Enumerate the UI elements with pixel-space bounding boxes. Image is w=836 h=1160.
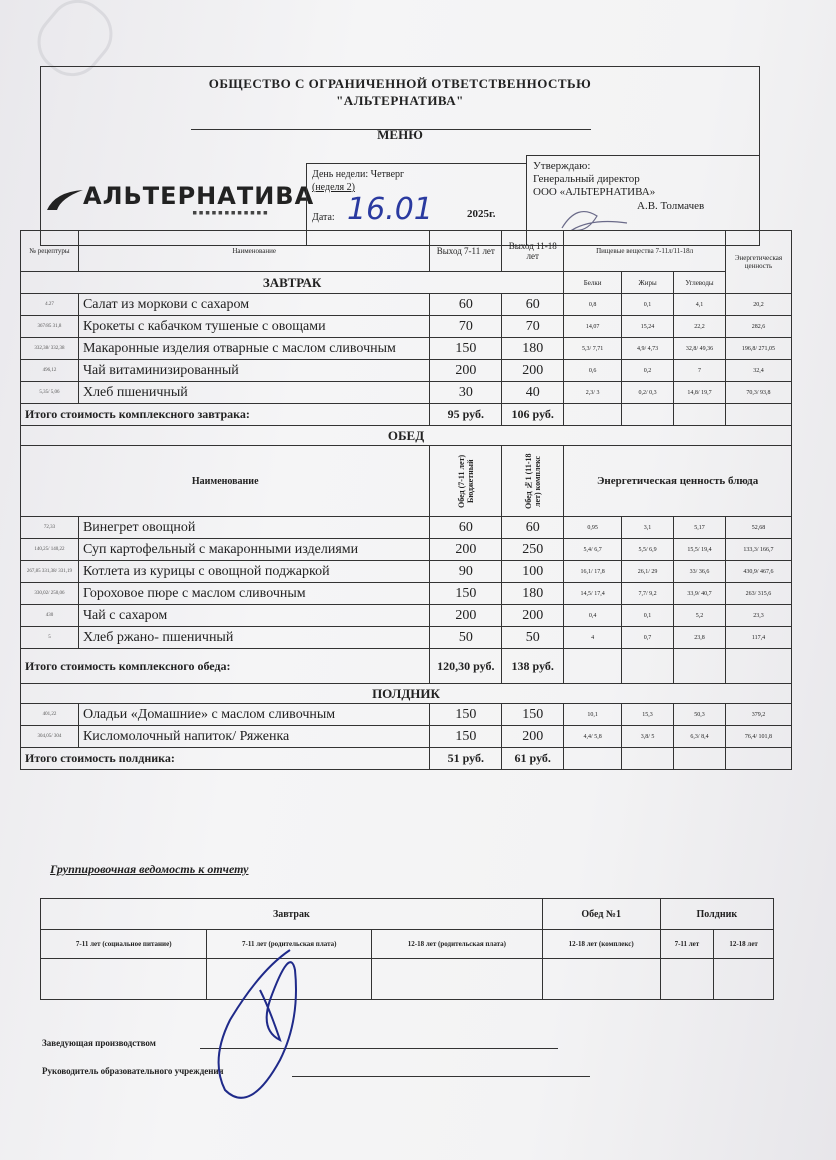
portion-a: 150 (430, 726, 502, 748)
breakfast-row (21, 338, 792, 360)
grp-col-6: 12-18 лет (714, 930, 774, 959)
lunch-row (21, 583, 792, 605)
dish-name: Чай с сахаром (78, 605, 429, 627)
fat-value: 5,5/ 6,9 (622, 539, 674, 561)
dish-code: 304,05/ 304 (21, 726, 79, 748)
carb-value: 50,3 (674, 704, 726, 726)
portion-b: 180 (502, 583, 564, 605)
lunch-col-a: Обед (7-11 лет) Бюджетный (456, 454, 475, 508)
snack-total-a: 51 руб. (430, 748, 502, 770)
snack-row (21, 704, 792, 726)
breakfast-row (21, 360, 792, 382)
dish-code: 72,33 (21, 517, 79, 539)
lunch-col-b: Обед №1 (11-18 лет) комплекс (523, 453, 542, 509)
carb-value: 5,17 (674, 517, 726, 539)
portion-a: 150 (430, 338, 502, 360)
grp-col-3: 12-18 лет (родительская плата) (372, 930, 543, 959)
portion-b: 50 (502, 627, 564, 649)
grp-empty-row (41, 959, 774, 1000)
company-logo (47, 182, 315, 222)
group-report-title: Группировочная ведомость к отчету (50, 862, 249, 876)
protein-value: 5,4/ 6,7 (564, 539, 622, 561)
carb-value: 4,1 (674, 294, 726, 316)
protein-value: 0,6 (564, 360, 622, 382)
lunch-total-a: 120,30 руб. (430, 649, 502, 684)
protein-value: 4,4/ 5,8 (564, 726, 622, 748)
col-protein-header: Белки (564, 272, 622, 294)
col-out1-header: Выход 7-11 лет (430, 231, 502, 272)
portion-a: 50 (430, 627, 502, 649)
portion-a: 200 (430, 360, 502, 382)
protein-value: 0,95 (564, 517, 622, 539)
breakfast-total-b: 106 руб. (502, 404, 564, 426)
dish-name: Хлеб ржано- пшеничный (78, 627, 429, 649)
breakfast-title-row (21, 272, 792, 294)
energy-value: 20,2 (725, 294, 791, 316)
grp-col-1: 7-11 лет (социальное питание) (41, 930, 207, 959)
lunch-col-name: Наименование (21, 446, 430, 517)
portion-b: 40 (502, 382, 564, 404)
section-title-lunch: ОБЕД (21, 426, 792, 446)
breakfast-total-row (21, 404, 792, 426)
col-name-header: Наименование (78, 231, 429, 272)
protein-value: 10,1 (564, 704, 622, 726)
head-school-label: Руководитель образовательного учреждения (42, 1066, 224, 1076)
col-carb-header: Углеводы (674, 272, 726, 294)
head-production-label: Заведующая производством (42, 1038, 156, 1048)
carb-value: 23,8 (674, 627, 726, 649)
portion-b: 60 (502, 294, 564, 316)
fat-value: 0,2 (622, 360, 674, 382)
lunch-row (21, 605, 792, 627)
logo-pattern: ▪▪▪▪▪▪▪▪▪▪▪▪ (192, 208, 270, 218)
dish-name: Крокеты с кабачком тушеные с овощами (78, 316, 429, 338)
org-line-1: ОБЩЕСТВО С ОГРАНИЧЕННОЙ ОТВЕТСТВЕННОСТЬЮ (208, 76, 592, 91)
energy-value: 263/ 315,6 (725, 583, 791, 605)
carb-value: 6,3/ 8,4 (674, 726, 726, 748)
grp-breakfast-header: Завтрак (41, 899, 543, 930)
lunch-col-a-cell (430, 446, 502, 517)
carb-value: 33/ 36,6 (674, 561, 726, 583)
breakfast-total-a: 95 руб. (430, 404, 502, 426)
dish-name: Суп картофельный с макаронными изделиями (78, 539, 429, 561)
dish-name: Гороховое пюре с маслом сливочным (78, 583, 429, 605)
lunch-row (21, 561, 792, 583)
energy-value: 52,68 (725, 517, 791, 539)
carb-value: 32,8/ 49,36 (674, 338, 726, 360)
dish-name: Салат из моркови с сахаром (78, 294, 429, 316)
fat-value: 0,1 (622, 294, 674, 316)
col-nutri-header: Пищевые вещества 7-11л/11-18л (564, 231, 726, 272)
dish-code: 401,22 (21, 704, 79, 726)
lunch-row (21, 539, 792, 561)
lunch-title-row (21, 426, 792, 446)
protein-value: 5,3/ 7,71 (564, 338, 622, 360)
grp-col-4: 12-18 лет (комплекс) (542, 930, 660, 959)
dish-code: 5 (21, 627, 79, 649)
fat-value: 4,9/ 4,73 (622, 338, 674, 360)
dish-name: Оладьи «Домашние» с маслом сливочным (78, 704, 429, 726)
portion-b: 250 (502, 539, 564, 561)
date-label: Дата: (312, 212, 335, 223)
energy-value: 379,2 (725, 704, 791, 726)
dish-name: Винегрет овощной (78, 517, 429, 539)
section-title-breakfast: ЗАВТРАК (21, 272, 564, 294)
protein-value: 14,5/ 17,4 (564, 583, 622, 605)
dish-name: Котлета из курицы с овощной поджаркой (78, 561, 429, 583)
dish-name: Кисломолочный напиток/ Ряженка (78, 726, 429, 748)
fat-value: 15,3 (622, 704, 674, 726)
carb-value: 14,8/ 19,7 (674, 382, 726, 404)
breakfast-row (21, 316, 792, 338)
lunch-col-energy: Энергетическая ценность блюда (564, 446, 792, 517)
date-handwritten: 16.01 (347, 192, 433, 227)
org-line-2: "АЛЬТЕРНАТИВА" (336, 93, 464, 108)
dish-code: 4.27 (21, 294, 79, 316)
header-block (40, 66, 760, 246)
carb-value: 33,9/ 40,7 (674, 583, 726, 605)
dish-code: 430 (21, 605, 79, 627)
grp-lunch-header: Обед №1 (542, 899, 660, 930)
energy-value: 76,4/ 101,8 (725, 726, 791, 748)
table-header-row (21, 231, 792, 272)
dish-name: Макаронные изделия отварные с маслом сливочным (78, 338, 429, 360)
snack-row (21, 726, 792, 748)
fat-value: 0,1 (622, 605, 674, 627)
week-number: (неделя 2) (312, 182, 355, 193)
menu-title: МЕНЮ (377, 127, 423, 142)
fat-value: 7,7/ 9,2 (622, 583, 674, 605)
dish-name: Чай витаминизированный (78, 360, 429, 382)
protein-value: 0,4 (564, 605, 622, 627)
portion-a: 60 (430, 517, 502, 539)
carb-value: 15,5/ 19,4 (674, 539, 726, 561)
protein-value: 0,8 (564, 294, 622, 316)
portion-a: 200 (430, 539, 502, 561)
dish-code: 496,12 (21, 360, 79, 382)
energy-value: 430,9/ 467,6 (725, 561, 791, 583)
lunch-header-row (21, 446, 792, 517)
portion-b: 150 (502, 704, 564, 726)
snack-total-label: Итого стоимость полдника: (21, 748, 430, 770)
year: 2025г. (467, 208, 496, 220)
approve-name: А.В. Толмачев (637, 200, 705, 212)
logo-swoosh-icon (45, 188, 85, 214)
logo-text: АЛЬТЕРНАТИВА (83, 182, 315, 210)
portion-a: 70 (430, 316, 502, 338)
portion-b: 200 (502, 605, 564, 627)
dish-code: 5,35/ 5,06 (21, 382, 79, 404)
breakfast-total-label: Итого стоимость комплексного завтрака: (21, 404, 430, 426)
dish-code: 267,85 331,38/ 331,19 (21, 561, 79, 583)
organization-name (41, 75, 759, 109)
col-energy-header: Энергетическая ценность (725, 231, 791, 294)
lunch-row (21, 627, 792, 649)
lunch-rows (21, 517, 792, 649)
col-fat-header: Жиры (622, 272, 674, 294)
breakfast-row (21, 294, 792, 316)
lunch-row (21, 517, 792, 539)
fat-value: 3,8/ 5 (622, 726, 674, 748)
snack-total-row (21, 748, 792, 770)
portion-a: 150 (430, 583, 502, 605)
menu-table (20, 230, 792, 770)
dish-code: 330,02/ 250,06 (21, 583, 79, 605)
grp-snack-header: Полдник (660, 899, 773, 930)
fat-value: 26,1/ 29 (622, 561, 674, 583)
energy-value: 70,3/ 93,8 (725, 382, 791, 404)
portion-a: 30 (430, 382, 502, 404)
fat-value: 15,24 (622, 316, 674, 338)
energy-value: 196,8/ 271,05 (725, 338, 791, 360)
fat-value: 0,7 (622, 627, 674, 649)
section-title-snack: ПОЛДНИК (21, 684, 792, 704)
protein-value: 14,07 (564, 316, 622, 338)
day-of-week: День недели: Четверг (312, 169, 405, 180)
lunch-total-row (21, 649, 792, 684)
approve-company: ООО «АЛЬТЕРНАТИВА» (533, 186, 656, 198)
carb-value: 22,2 (674, 316, 726, 338)
dish-code: 332,38/ 332,38 (21, 338, 79, 360)
dish-name: Хлеб пшеничный (78, 382, 429, 404)
portion-b: 200 (502, 360, 564, 382)
grp-col-2: 7-11 лет (родительская плата) (207, 930, 372, 959)
approve-position: Генеральный директор (533, 173, 640, 185)
portion-a: 150 (430, 704, 502, 726)
approve-label: Утверждаю: (533, 160, 591, 172)
lunch-col-b-cell (502, 446, 564, 517)
snack-rows (21, 704, 792, 748)
energy-value: 282,6 (725, 316, 791, 338)
dish-code: 367/85 31,8 (21, 316, 79, 338)
carb-value: 7 (674, 360, 726, 382)
handwritten-signature (200, 940, 340, 1120)
lunch-total-label: Итого стоимость комплексного обеда: (21, 649, 430, 684)
snack-total-b: 61 руб. (502, 748, 564, 770)
energy-value: 23,3 (725, 605, 791, 627)
breakfast-row (21, 382, 792, 404)
grp-col-5: 7-11 лет (660, 930, 714, 959)
portion-a: 200 (430, 605, 502, 627)
group-report-table (40, 898, 774, 1000)
fat-value: 0,2/ 0,3 (622, 382, 674, 404)
col-code-header: № рецептуры (21, 231, 79, 272)
energy-value: 117,4 (725, 627, 791, 649)
fat-value: 3,1 (622, 517, 674, 539)
snack-title-row (21, 684, 792, 704)
protein-value: 2,3/ 3 (564, 382, 622, 404)
protein-value: 16,1/ 17,8 (564, 561, 622, 583)
portion-b: 60 (502, 517, 564, 539)
protein-value: 4 (564, 627, 622, 649)
portion-b: 70 (502, 316, 564, 338)
portion-a: 60 (430, 294, 502, 316)
portion-b: 180 (502, 338, 564, 360)
col-out2-header: Выход 11-18 лет (502, 231, 564, 272)
lunch-total-b: 138 руб. (502, 649, 564, 684)
portion-b: 100 (502, 561, 564, 583)
carb-value: 5,2 (674, 605, 726, 627)
portion-a: 90 (430, 561, 502, 583)
portion-b: 200 (502, 726, 564, 748)
energy-value: 133,3/ 166,7 (725, 539, 791, 561)
breakfast-rows (21, 294, 792, 404)
dish-code: 140,25/ 140,22 (21, 539, 79, 561)
energy-value: 32,4 (725, 360, 791, 382)
